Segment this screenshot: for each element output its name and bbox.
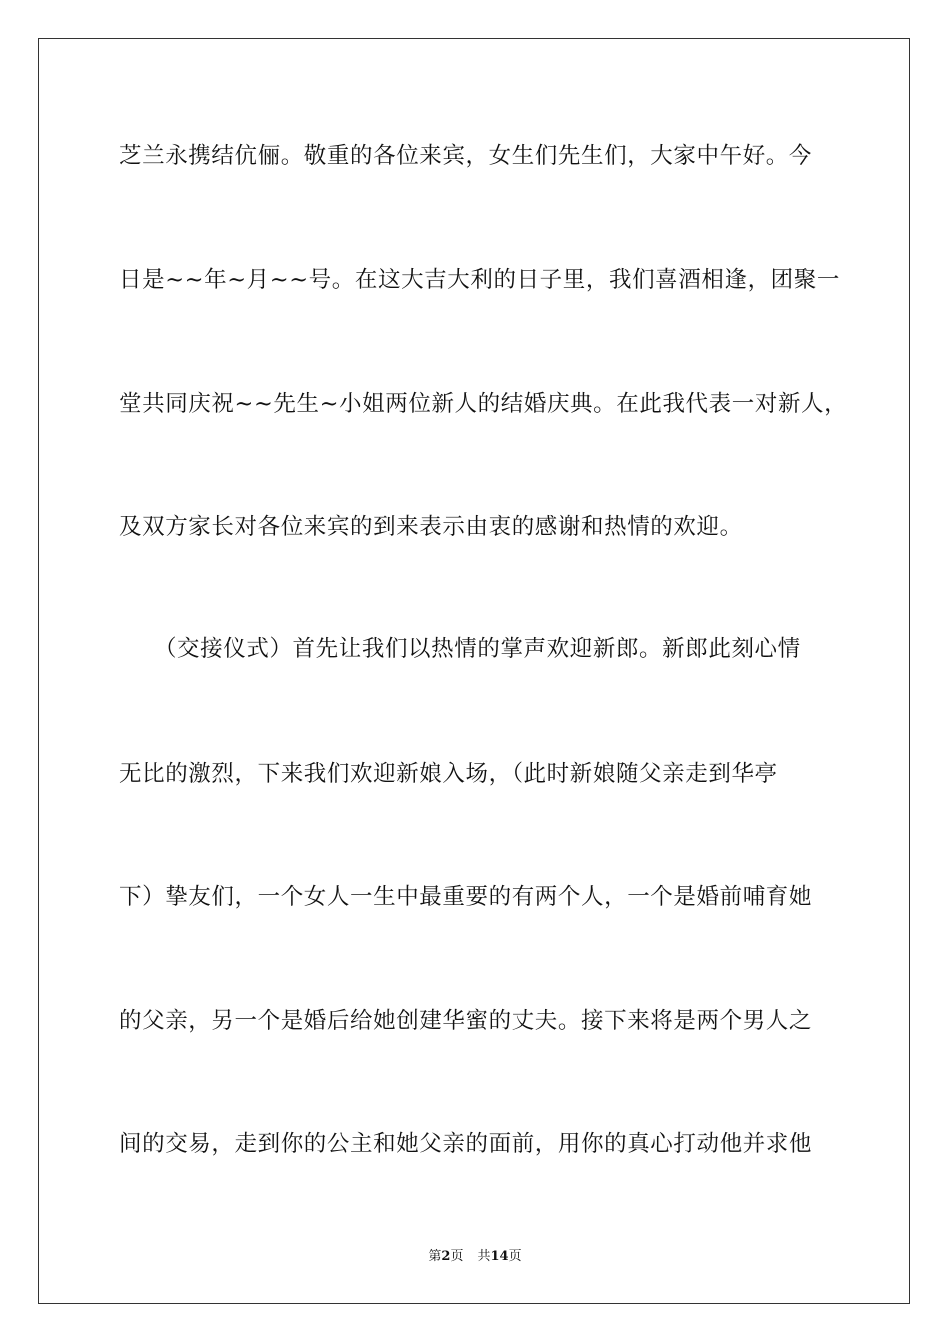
text-line-9: 间的交易，走到你的公主和她父亲的面前，用你的真心打动他并求他	[119, 1131, 813, 1157]
text-line-3: 堂共同庆祝~~先生~小姐两位新人的结婚庆典。在此我代表一对新人，	[119, 391, 848, 417]
text-line-1: 芝兰永携结伉俪。敬重的各位来宾，女生们先生们，大家中午好。今	[119, 143, 813, 169]
page-footer	[39, 1248, 911, 1266]
page-suffix: 页	[450, 1249, 464, 1264]
text-line-4: 及双方家长对各位来宾的到来表示由衷的感谢和热情的欢迎。	[119, 514, 743, 540]
text-line-7: 下）挚友们，一个女人一生中最重要的有两个人，一个是婚前哺育她	[119, 884, 813, 910]
page-prefix: 第	[428, 1249, 442, 1264]
total-pages: 14	[490, 1249, 509, 1264]
total-suffix: 页	[508, 1249, 522, 1264]
page-frame	[38, 38, 910, 1304]
text-line-5: （交接仪式）首先让我们以热情的掌声欢迎新郎。新郎此刻心情	[119, 636, 801, 662]
total-prefix: 共	[477, 1249, 491, 1264]
text-line-8: 的父亲，另一个是婚后给她创建华蜜的丈夫。接下来将是两个男人之	[119, 1008, 813, 1034]
page-number: 2	[441, 1249, 451, 1264]
text-line-2: 日是~~年~月~~号。在这大吉大利的日子里，我们喜酒相逢，团聚一	[119, 267, 840, 293]
text-line-6: 无比的激烈，下来我们欢迎新娘入场，（此时新娘随父亲走到华亭	[119, 761, 778, 787]
